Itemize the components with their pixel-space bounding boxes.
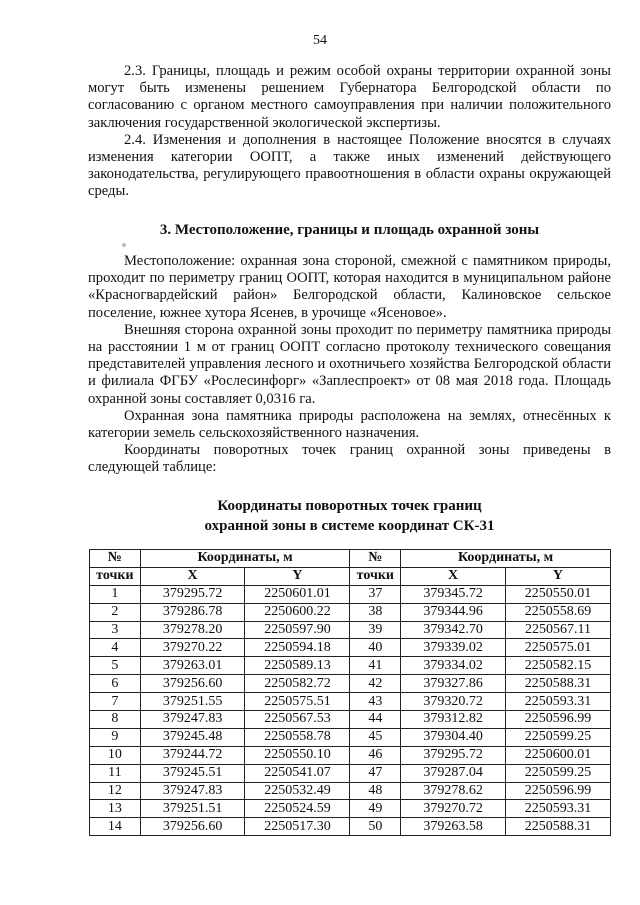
cell-x-right: 379295.72 [401,746,506,764]
cell-x-right: 379312.82 [401,711,506,729]
cell-x-right: 379304.40 [401,728,506,746]
cell-y-left: 2250575.51 [245,693,350,711]
cell-point-no-left: 9 [90,728,141,746]
table-row [90,639,611,657]
cell-y-left: 2250589.13 [245,657,350,675]
cell-y-right: 2250596.99 [505,782,610,800]
cell-point-no-left: 12 [90,782,141,800]
cell-point-no-right: 38 [350,603,401,621]
cell-x-left: 379286.78 [140,603,245,621]
cell-point-no-left: 6 [90,675,141,693]
cell-point-no-left: 5 [90,657,141,675]
table-caption [88,496,611,536]
cell-y-left: 2250600.22 [245,603,350,621]
page-number: 54 [313,33,327,48]
cell-point-no-right: 42 [350,675,401,693]
cell-x-right: 379345.72 [401,585,506,603]
table-row [90,585,611,603]
cell-y-right: 2250575.01 [505,639,610,657]
cell-point-no-left: 14 [90,818,141,836]
table-row [90,782,611,800]
table-row [90,728,611,746]
cell-point-no-left: 1 [90,585,141,603]
cell-point-no-right: 41 [350,657,401,675]
cell-point-no-right: 46 [350,746,401,764]
cell-y-right: 2250588.31 [505,818,610,836]
cell-y-right: 2250593.31 [505,693,610,711]
cell-x-left: 379245.51 [140,764,245,782]
cell-x-right: 379334.02 [401,657,506,675]
cell-y-left: 2250524.59 [245,800,350,818]
cell-x-right: 379287.04 [401,764,506,782]
paragraph-2-3: 2.3. Границы, площадь и режим особой охраны территории охранной зоны могут быть изменены решением Губернатора Белгородской области по согласованию с органом местного самоуправления при наличии положительного заключения государственной экологической экспертизы. [88,63,611,131]
cell-x-right: 379270.72 [401,800,506,818]
paragraph-2-4: 2.4. Изменения и дополнения в настоящее Положение вносятся в случаях изменения категории ООПТ, а также иных изменений действующего законодательства, регулирующего правоотношения в области охраны окружающей среды. [88,131,611,200]
cell-y-right: 2250567.11 [505,621,610,639]
cell-x-left: 379251.51 [140,800,245,818]
cell-point-no-left: 8 [90,711,141,729]
header-x-left: X [140,567,245,585]
cell-x-right: 379263.58 [401,818,506,836]
header-point-no-left: № [90,550,141,568]
cell-y-left: 2250567.53 [245,711,350,729]
cell-point-no-right: 39 [350,621,401,639]
cell-x-left: 379270.22 [140,639,245,657]
cell-x-left: 379256.60 [140,675,245,693]
header-point-label-right: точки [350,567,401,585]
paragraph-table-intro: Координаты поворотных точек границ охранной зоны приведены в следующей таблице: [88,442,611,476]
paragraph-location: Местоположение: охранная зона стороной, смежной с памятником природы, проходит по периметру границ ООПТ, которая находится в муниципальном районе «Красногвардейский район» Белгородской области, Калиновское сельское поселение, южнее хутора Ясенев, в урочище «Ясеновое». [88,253,611,321]
header-point-label-left: точки [90,567,141,585]
cell-y-right: 2250596.99 [505,711,610,729]
cell-point-no-right: 48 [350,782,401,800]
cell-point-no-right: 43 [350,693,401,711]
cell-x-left: 379256.60 [140,818,245,836]
paragraph-land-category: Охранная зона памятника природы расположена на землях, отнесённых к категории земель сельскохозяйственного назначения. [88,407,611,442]
cell-x-left: 379244.72 [140,746,245,764]
section-title: 3. Местоположение, границы и площадь охранной зоны [159,222,540,238]
header-y-left: Y [245,567,350,585]
cell-y-right: 2250593.31 [505,800,610,818]
cell-x-right: 379339.02 [401,639,506,657]
cell-y-left: 2250582.72 [245,675,350,693]
cell-x-right: 379342.70 [401,621,506,639]
cell-x-left: 379251.55 [140,693,245,711]
coordinates-table-body [90,585,611,835]
cell-y-right: 2250600.01 [505,746,610,764]
table-row [90,800,611,818]
cell-y-right: 2250550.01 [505,585,610,603]
cell-point-no-left: 4 [90,639,141,657]
header-x-right: X [401,567,506,585]
scan-speck [122,243,126,247]
table-row [90,657,611,675]
cell-y-right: 2250582.15 [505,657,610,675]
cell-y-left: 2250541.07 [245,764,350,782]
cell-point-no-left: 3 [90,621,141,639]
cell-point-no-right: 49 [350,800,401,818]
cell-y-right: 2250588.31 [505,675,610,693]
cell-x-left: 379245.48 [140,728,245,746]
cell-x-left: 379263.01 [140,657,245,675]
cell-x-right: 379344.96 [401,603,506,621]
cell-point-no-right: 45 [350,728,401,746]
cell-point-no-left: 7 [90,693,141,711]
section-paragraphs [88,253,611,477]
header-y-right: Y [505,567,610,585]
cell-point-no-left: 2 [90,603,141,621]
cell-x-right: 379320.72 [401,693,506,711]
cell-point-no-right: 44 [350,711,401,729]
cell-x-left: 379295.72 [140,585,245,603]
table-row [90,603,611,621]
table-caption-line-1: Координаты поворотных точек границ [217,498,482,514]
table-row [90,711,611,729]
cell-y-right: 2250599.25 [505,764,610,782]
cell-x-left: 379278.20 [140,621,245,639]
cell-x-left: 379247.83 [140,711,245,729]
cell-y-left: 2250594.18 [245,639,350,657]
cell-y-right: 2250558.69 [505,603,610,621]
cell-x-left: 379247.83 [140,782,245,800]
table-row [90,675,611,693]
cell-y-left: 2250532.49 [245,782,350,800]
cell-y-left: 2250558.78 [245,728,350,746]
cell-point-no-left: 10 [90,746,141,764]
cell-y-left: 2250597.90 [245,621,350,639]
header-point-no-right: № [350,550,401,568]
table-row [90,764,611,782]
paragraph-outer-boundary: Внешняя сторона охранной зоны проходит по периметру памятника природы на расстоянии 1 м от границ ООПТ согласно протоколу технического совещания представителей управления лесного и охотничьего хозяйства Белгородской области и филиала ФГБУ «Рослесинфорг» «Заплеспроект» от 08 мая 2018 года. Площадь охранной зоны составляет 0,0316 га. [88,321,611,407]
cell-point-no-right: 50 [350,818,401,836]
cell-point-no-right: 47 [350,764,401,782]
cell-y-left: 2250601.01 [245,585,350,603]
cell-y-left: 2250517.30 [245,818,350,836]
table-caption-line-2: охранной зоны в системе координат СК-31 [204,518,495,534]
table-row [90,818,611,836]
cell-point-no-right: 37 [350,585,401,603]
header-coords-right: Координаты, м [401,550,611,568]
cell-x-right: 379278.62 [401,782,506,800]
cell-point-no-right: 40 [350,639,401,657]
cell-y-left: 2250550.10 [245,746,350,764]
table-row [90,693,611,711]
coordinates-table [89,549,611,836]
cell-x-right: 379327.86 [401,675,506,693]
table-row [90,746,611,764]
cell-y-right: 2250599.25 [505,728,610,746]
table-row [90,621,611,639]
cell-point-no-left: 13 [90,800,141,818]
cell-point-no-left: 11 [90,764,141,782]
header-coords-left: Координаты, м [140,550,350,568]
intro-paragraphs [88,63,611,201]
